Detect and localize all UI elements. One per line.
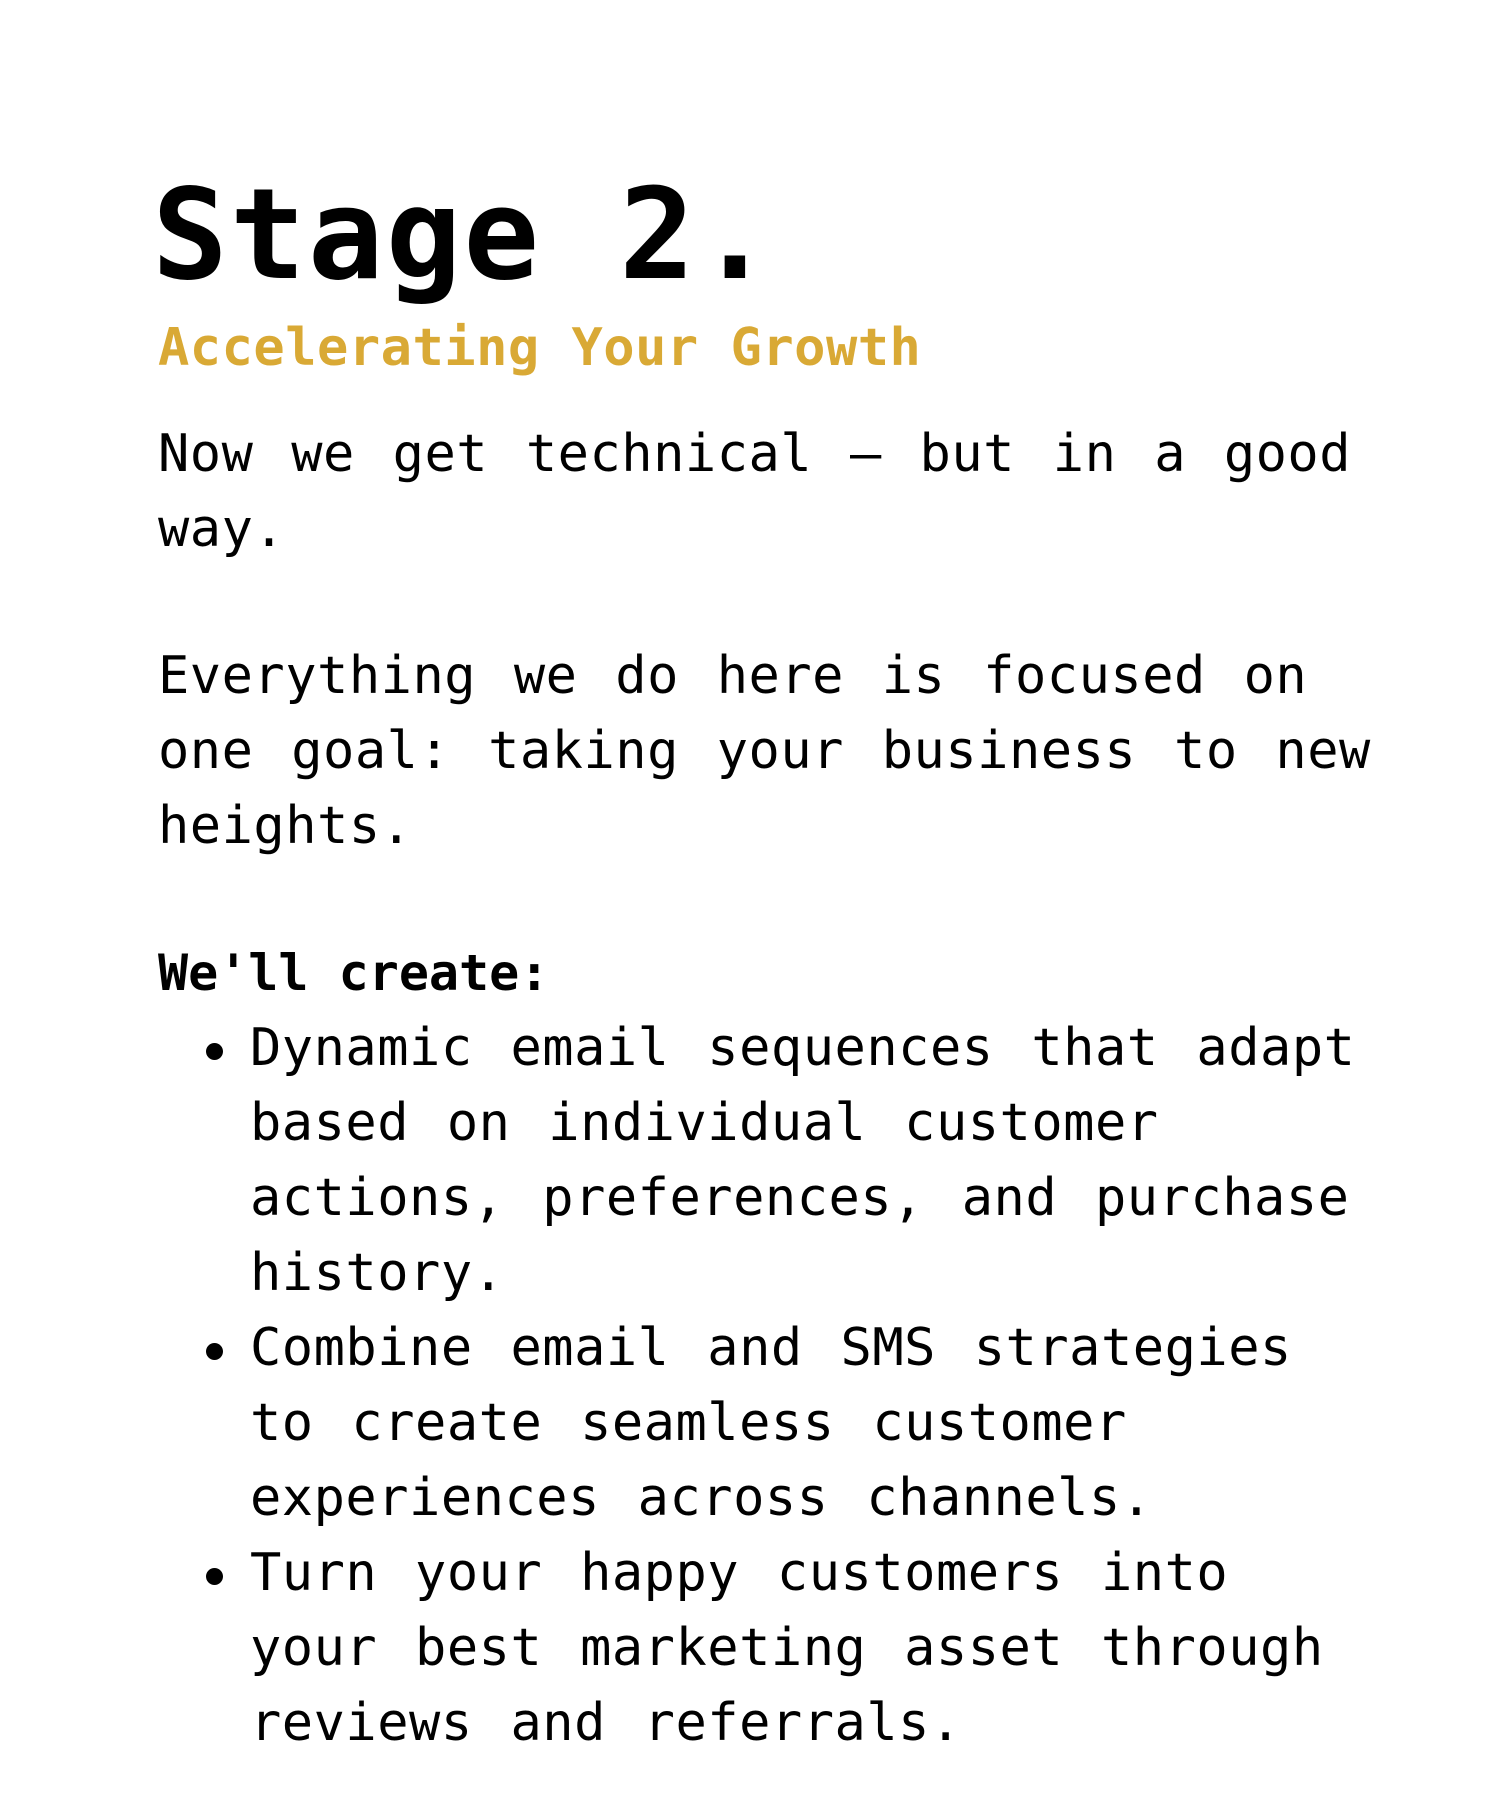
list-item <box>158 1311 1390 1536</box>
page-title: Stage 2. <box>152 161 775 308</box>
document-page <box>152 161 1378 1761</box>
list-item <box>158 1011 1390 1311</box>
bullet-icon <box>206 1568 223 1585</box>
list-item-text: Combine email and SMS strategies to create seamless customer experiences across channels. <box>250 1318 1292 1528</box>
intro-paragraph: Now we get technical – but in a good way. <box>158 424 1352 559</box>
goal-paragraph: Everything we do here is focused on one goal: taking your business to new heights. <box>158 646 1371 856</box>
bullet-icon <box>206 1043 223 1060</box>
list-item-text: Dynamic email sequences that adapt based on individual customer actions, preferences, and purchase history. <box>250 1018 1356 1303</box>
list-item-text: Turn your happy customers into your best marketing asset through reviews and referrals. <box>250 1543 1324 1753</box>
list-heading: We'll create: <box>158 944 550 1002</box>
list-item <box>158 1536 1390 1761</box>
bullet-icon <box>206 1343 223 1360</box>
page-subtitle: Accelerating Your Growth <box>158 318 922 378</box>
feature-list <box>158 1011 1378 1761</box>
